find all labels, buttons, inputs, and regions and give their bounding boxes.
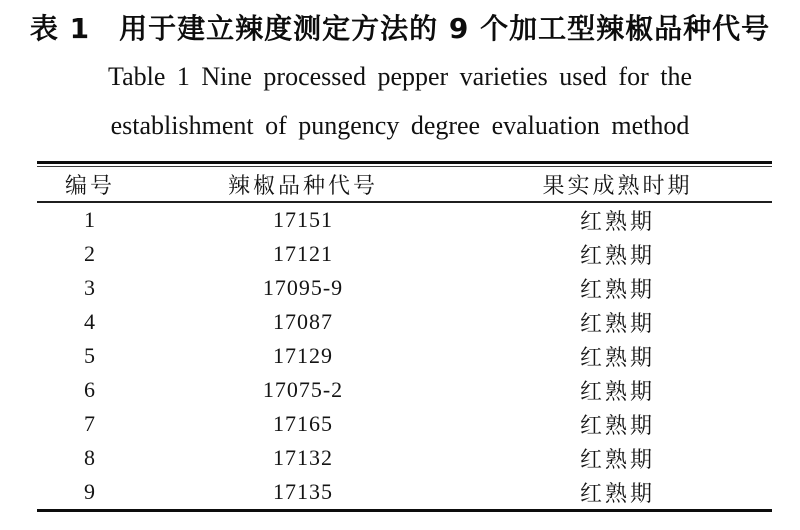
table-row	[37, 373, 772, 407]
cell-variety-code: 17135	[273, 479, 333, 504]
cell-variety-code: 17087	[273, 309, 333, 334]
cell-ripening-stage: 红熟期	[579, 277, 655, 303]
cell-number: 4	[84, 309, 96, 334]
cell-number: 6	[84, 377, 96, 402]
cell-ripening-stage: 红熟期	[579, 243, 655, 269]
table-row	[37, 271, 772, 305]
table-top-rule-thick	[37, 161, 772, 164]
cell-number: 3	[84, 275, 96, 300]
cell-number: 2	[84, 241, 96, 266]
cell-ripening-stage: 红熟期	[579, 447, 655, 473]
table-row	[37, 407, 772, 441]
table-row	[37, 237, 772, 271]
cell-number: 1	[84, 207, 96, 232]
varieties-data-table	[37, 167, 772, 512]
cell-variety-code: 17165	[273, 411, 333, 436]
header-number: 编号	[64, 173, 115, 199]
table-caption-zh: 表 1 用于建立辣度测定方法的 9 个加工型辣椒品种代号	[29, 12, 771, 45]
table-row	[37, 202, 772, 237]
cell-variety-code: 17129	[273, 343, 333, 368]
header-variety-code: 辣椒品种代号	[227, 173, 378, 199]
table-caption-en-line1: Table 1 Nine processed pepper varieties used for the	[108, 62, 692, 91]
cell-number: 8	[84, 445, 96, 470]
cell-variety-code: 17151	[273, 207, 333, 232]
cell-ripening-stage: 红熟期	[579, 209, 655, 235]
cell-ripening-stage: 红熟期	[579, 413, 655, 439]
cell-variety-code: 17075-2	[262, 377, 344, 402]
table-header-row	[37, 167, 772, 202]
cell-ripening-stage: 红熟期	[579, 481, 655, 507]
cell-number: 7	[84, 411, 96, 436]
cell-ripening-stage: 红熟期	[579, 311, 655, 337]
table-caption-en-line2: establishment of pungency degree evaluation method	[110, 111, 690, 140]
cell-number: 9	[84, 479, 96, 504]
cell-ripening-stage: 红熟期	[579, 345, 655, 371]
varieties-table	[37, 161, 772, 512]
cell-ripening-stage: 红熟期	[579, 379, 655, 405]
table-row	[37, 441, 772, 475]
header-ripening-stage: 果实成熟时期	[542, 173, 693, 199]
cell-variety-code: 17132	[273, 445, 333, 470]
cell-variety-code: 17095-9	[262, 275, 344, 300]
cell-number: 5	[84, 343, 96, 368]
table-row	[37, 475, 772, 511]
table-body	[37, 202, 772, 511]
table-row	[37, 305, 772, 339]
table-row	[37, 339, 772, 373]
cell-variety-code: 17121	[273, 241, 333, 266]
